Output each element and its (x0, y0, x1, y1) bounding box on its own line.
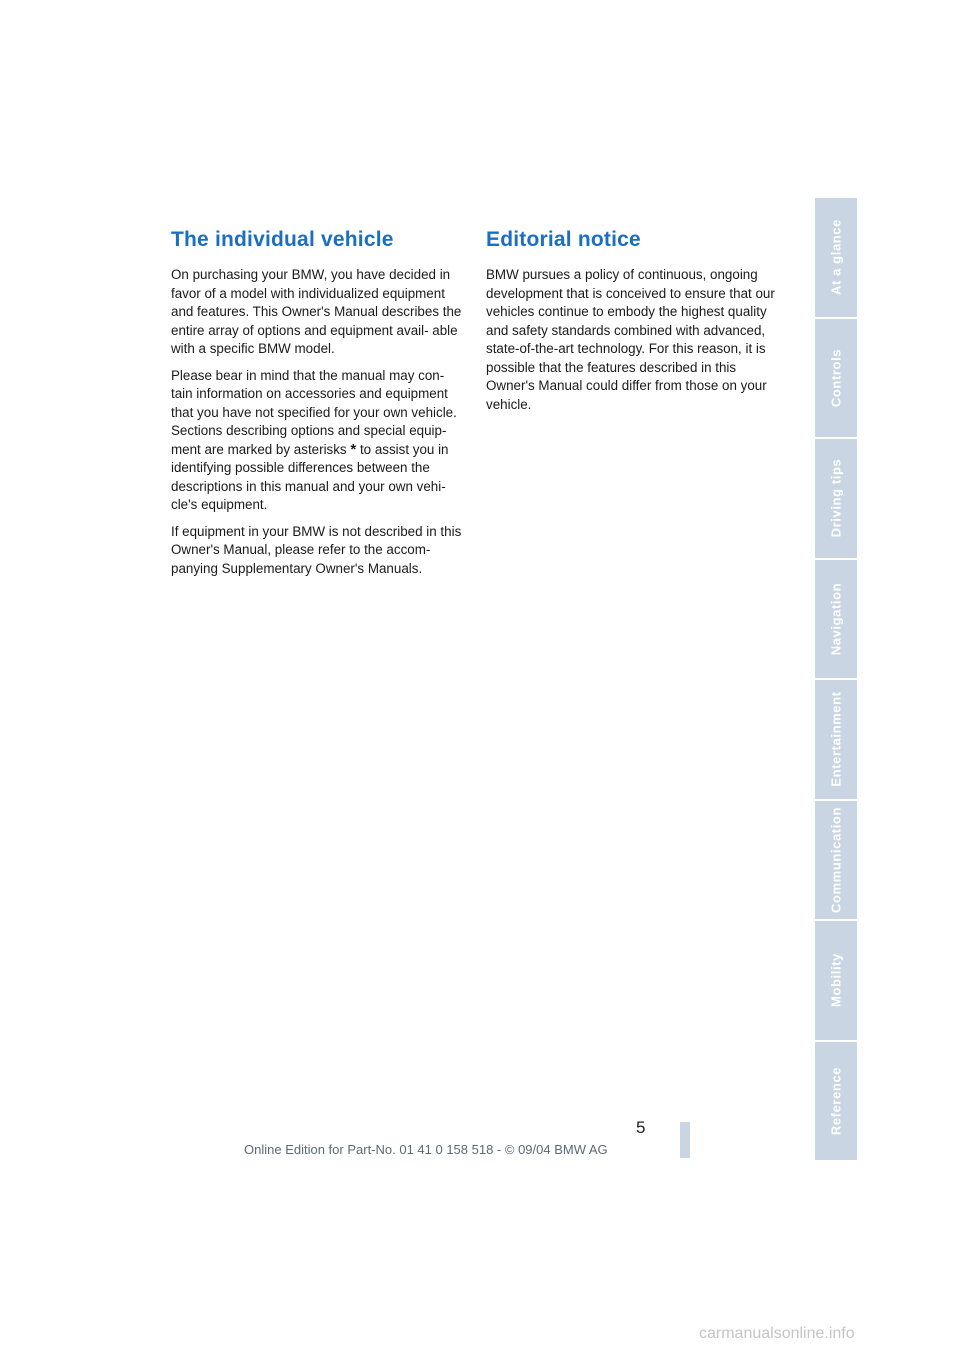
tab-mobility[interactable] (815, 921, 857, 1042)
paragraph-accessories-end: to assist you in identifying possible differences between the descriptions in this manual and your own vehi- cle's equipment. (171, 441, 449, 512)
tab-label: Navigation (828, 582, 844, 655)
section-heading-editorial-notice: Editorial notice (486, 228, 641, 251)
paragraph-purchase: On purchasing your BMW, you have decided in favor of a model with individualized equipment and features. This Owner's Manual describes the entire array of options and equipment avail- able with a specific BMW model. (171, 267, 462, 356)
tab-label: At a glance (828, 219, 844, 296)
section-heading-individual-vehicle: The individual vehicle (171, 228, 394, 251)
tab-label: Entertainment (828, 691, 844, 787)
paragraph-accessories (171, 367, 463, 515)
tab-navigation[interactable] (815, 560, 857, 681)
tab-communication[interactable] (815, 801, 857, 922)
tab-label: Mobility (828, 953, 844, 1008)
footer-accent-bar (680, 1122, 690, 1158)
chapter-tabs (815, 198, 857, 1160)
paragraph-editorial: BMW pursues a policy of continuous, ongoing development that is conceived to ensure that our vehicles continue to embody the highest quality and safety standards combined with advanced, state-of-the-art technology. For this reason, it is possible that the features described in this Owner's Manual could differ from those on your vehicle. (486, 267, 775, 412)
tab-reference[interactable] (815, 1042, 857, 1161)
tab-label: Communication (828, 806, 844, 913)
tab-label: Driving tips (828, 458, 844, 538)
tab-label: Controls (828, 348, 844, 407)
asterisk-icon: * (350, 440, 357, 458)
tab-at-a-glance[interactable] (815, 198, 857, 319)
edition-footer: Online Edition for Part-No. 01 41 0 158 518 - © 09/04 BMW AG (244, 1142, 608, 1157)
paragraph-supplementary: If equipment in your BMW is not described in this Owner's Manual, please refer to the accom- panying Supplementary Owner's Manuals. (171, 523, 462, 576)
paragraph-accessories-start: Please bear in mind that the manual may con- tain information on accessories and equipment that you have not specified for your own vehicle. Sections describing options and special equip- ment are marked by asterisks (171, 367, 457, 457)
tab-driving-tips[interactable] (815, 439, 857, 560)
page-number: 5 (636, 1118, 646, 1137)
left-column (171, 228, 463, 586)
right-column (486, 228, 778, 422)
watermark: carmanualsonline.info (699, 1325, 855, 1342)
tab-label: Reference (828, 1066, 844, 1135)
tab-entertainment[interactable] (815, 680, 857, 801)
tab-controls[interactable] (815, 319, 857, 440)
